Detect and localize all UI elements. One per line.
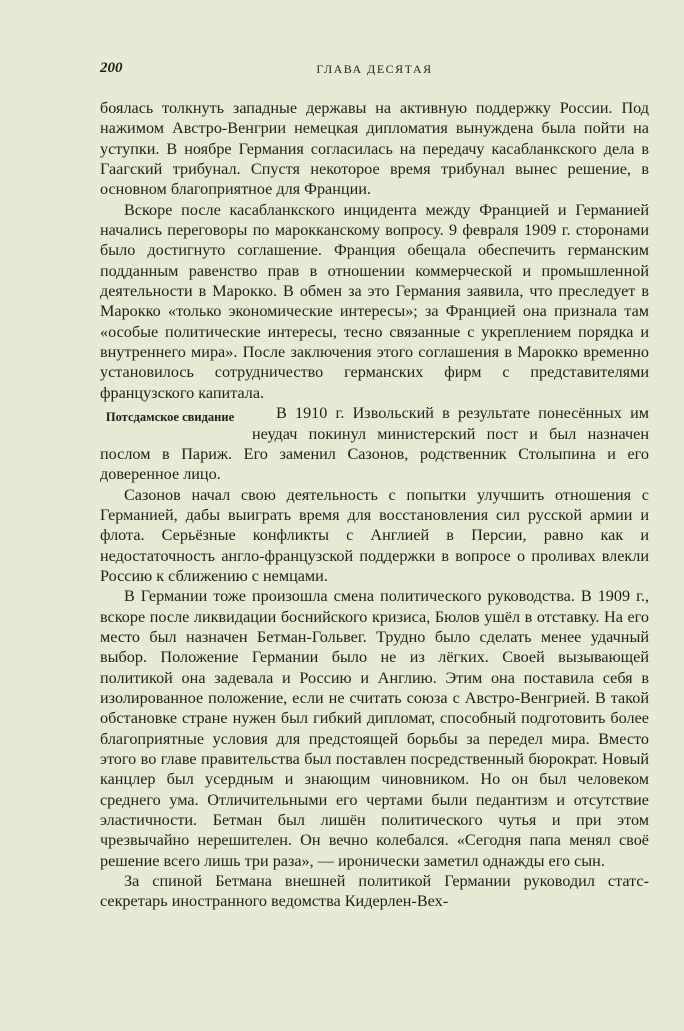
page-body bbox=[100, 98, 649, 912]
paragraph: Сазонов начал свою деятельность с попытки улучшить отношения с Германией, дабы выиграть время для восстановления сил русской армии и флота. Серьёзные конфликты с Англией в Персии, равно как и недостаточность англо-французской поддержки в вопросе о проливах влекли Россию к сближению с немцами. bbox=[100, 485, 649, 585]
paragraph: В Германии тоже произошла смена политического руководства. В 1909 г., вскоре после ликвидации боснийского кризиса, Бюлов ушёл в отставку. На его место был назначен Бетман-Гольвег. Трудно было сделать менее удачный выбор. Положение Германии было не из лёгких. Своей вызывающей политикой она задевала и Россию и Англию. Этим она поставила себя в изолированное положение, если не считать союза с Австро-Венгрией. В такой обстановке стране нужен был гибкий дипломат, способный подготовить более благоприятные условия для предстоящей борьбы за передел мира. Вместо этого во главе правительства был поставлен посредственный бюрократ. Новый канцлер был усердным и знающим чиновником. Но он был человеком среднего ума. Отличительными его чертами были педантизм и отсутствие эластичности. Бетман был лишён политического чутья и при этом чрезвычайно нерешителен. Он вечно колебался. «Сегодня папа менял своё решение всего лишь три раза», — иронически заметил однажды его сын. bbox=[100, 587, 649, 870]
paragraph: За спиной Бетмана внешней политикой Германии руководил статс-секретарь иностранного ведомства Кидерлен-Вех- bbox=[100, 872, 649, 911]
page-number: 200 bbox=[100, 60, 123, 76]
margin-note: Потсдамское свидание bbox=[105, 410, 235, 425]
running-title: ГЛАВА ДЕСЯТАЯ bbox=[316, 62, 433, 76]
paragraph: боялась толкнуть западные державы на активную поддержку России. Под нажимом Австро-Венгрии немецкая дипломатия вынуждена была пойти на уступки. В ноябре Германия согласилась на передачу касабланкского дела в Гаагский трибунал. Спустя некоторое время трибунал вынес решение, в основном благоприятное для Франции. bbox=[100, 99, 649, 199]
paragraph: Вскоре после касабланкского инцидента между Францией и Германией начались переговоры по марокканскому вопросу. 9 февраля 1909 г. сторонами было достигнуто соглашение. Франция обещала обеспечить германским подданным равенство прав в отношении коммерческой и промышленной деятельности в Марокко. В обмен за это Германия заявила, что преследует в Марокко «только экономические интересы»; за Францией она признала там «особые политические интересы, тесно связанные с укреплением порядка и внутреннего мира». После заключения этого соглашения в Марокко временно установилось сотрудничество германских фирм с представителями французского капитала. bbox=[100, 200, 649, 402]
book-page bbox=[100, 60, 649, 912]
paragraph: В 1910 г. Извольский в результате понесённых им неудач покинул министерский пост и был назначен послом в Париж. Его заменил Сазонов, родственник Столыпина и его доверенное лицо. bbox=[100, 404, 649, 484]
page-header bbox=[100, 60, 649, 84]
